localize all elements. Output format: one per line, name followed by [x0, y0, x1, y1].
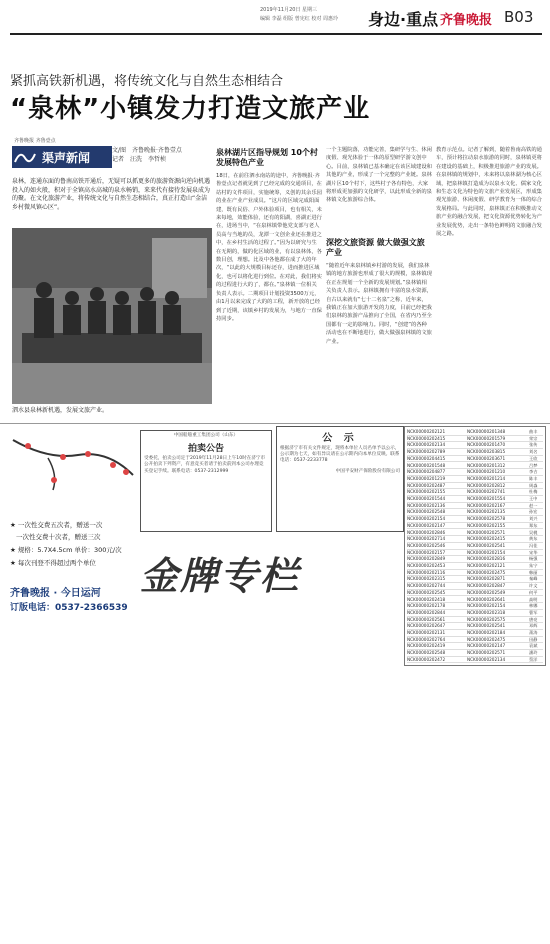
table-cell: NCK00000202154 — [467, 549, 506, 555]
table-cell: NCK00000202545 — [407, 589, 446, 595]
table-row — [407, 657, 543, 664]
news-logo-text: 渠声新闻 — [42, 151, 91, 165]
table-cell: NCK00000202847 — [467, 583, 506, 589]
table-row — [407, 563, 543, 570]
table-row — [407, 442, 543, 449]
table-cell: 朱宁 — [529, 563, 538, 568]
notice-body: 受委托，拍卖公司定于2019年11月28日上午10时在济宁市公开拍卖下列资产，有意竞买者请于拍卖前到本公司办理竞买登记手续。联系电话：0537-2312999 — [144, 456, 266, 474]
table-cell: NCK00000202575 — [467, 616, 506, 622]
table-cell: 冯佳 — [529, 542, 538, 548]
table-row — [407, 556, 543, 563]
table-cell: 郑东 — [529, 522, 538, 528]
table-cell: NCK00000201210 — [467, 469, 506, 475]
table-cell: 潘玲 — [529, 650, 538, 656]
table-cell: 高明 — [529, 596, 538, 602]
photo-caption: 泗水县泉林新机遇，发展文旅产业。 — [12, 407, 109, 414]
table-cell: NCK00000202155 — [467, 522, 506, 528]
col2-body: “随着近年来泉林镇乡村游的发展，我们泉林镇的地方旅游也形成了很大的规模，泉林镇现在正在规划一个全新的发展规划。”泉林镇相关负责人表示。泉林镇拥有丰富的泉水资源，自古以来就有“七十二名泉”之称，近年来，我镇正在加大旅游开发的力度，目前已经把我们泉林的旅游产品推向了全国，在省内乃至全国都有一定的影响力。同时，“创建”的各种活动也在不断地进行，做大做强泉林镇的文旅产业。 — [326, 263, 432, 345]
table-cell: NCK00000201579 — [467, 435, 506, 441]
table-cell: 刘兴 — [529, 516, 538, 522]
table-cell: 许文 — [529, 583, 538, 589]
table-cell: NCK00000201470 — [467, 442, 506, 448]
table-row — [407, 530, 543, 537]
table-cell: NCK00000202871 — [467, 576, 506, 582]
table-cell: 萧涛 — [529, 630, 538, 635]
page-number: B03 — [504, 8, 534, 26]
table-cell: NCK00000202546 — [407, 542, 446, 548]
ad-paper-name: 齐鲁晚报 · 今日运河 — [10, 588, 101, 599]
table-row — [407, 637, 543, 644]
table-cell: NCK00000202116 — [407, 569, 446, 575]
table-cell: NCK00000201554 — [467, 496, 506, 501]
table-cell: 吕梦 — [529, 462, 538, 468]
table-row — [407, 643, 543, 650]
notice-title: 拍卖公告 — [187, 444, 224, 455]
table-cell: NCK00000202812 — [467, 482, 506, 488]
table-cell: NCK00000201219 — [407, 475, 446, 481]
table-cell: 邓辉 — [529, 623, 538, 629]
table-cell: 荣宗 — [529, 435, 538, 441]
table-row — [407, 503, 543, 510]
table-cell: 曹军 — [529, 609, 538, 615]
table-cell: NCK00000202415 — [407, 435, 446, 441]
table-row — [407, 590, 543, 597]
table-row — [407, 509, 543, 516]
table-cell: 张传 — [529, 442, 538, 448]
table-row — [407, 516, 543, 523]
table-cell: NCK00000201548 — [407, 462, 446, 468]
brand-logo: 齐鲁晚报 — [440, 13, 493, 28]
table-cell: 杨强 — [529, 556, 538, 562]
public-notice — [276, 426, 404, 532]
byline-reporters: 记者 汪洗 李哲桢 — [112, 156, 167, 163]
table-cell: NCK00000202764 — [407, 636, 446, 642]
editors-line: 编辑 李磊 组版 曾宪红 校对 周惠玲 — [260, 16, 338, 22]
table-row — [407, 536, 543, 543]
ad-bullet-4: ★ 每次刊登不得超过两个单位 — [10, 559, 96, 567]
table-cell: NCK00000202475 — [467, 569, 506, 575]
table-cell: NCK00000202472 — [407, 656, 446, 662]
table-cell: NCK00000202548 — [407, 650, 446, 656]
table-cell: 秦峰 — [529, 576, 538, 582]
table-cell: NCK00000202136 — [407, 502, 446, 508]
table-cell: NCK00000202154 — [467, 603, 506, 609]
section-divider — [0, 423, 550, 424]
table-cell: NCK00000202155 — [407, 489, 446, 495]
table-cell: NCK00000202561 — [407, 616, 446, 622]
table-row — [407, 603, 543, 610]
byline-org: 文/图 齐鲁晚报·齐鲁壹点 — [112, 147, 182, 154]
public-body: 根据济宁市有关文件规定，现将本单位人员名单予以公示，公示期为七天，如有异议请在公示期内向本单位反映。联系电话：0537-2233778 — [280, 446, 400, 464]
table-cell: NCK00000202167 — [467, 502, 506, 508]
ad-bullet-1: ★ 一次性交费五次者，赠送一次 — [10, 521, 103, 529]
table-cell: 王欣 — [529, 455, 538, 461]
table-cell: 陈丰 — [529, 475, 538, 481]
table-cell: NCK00000202744 — [407, 583, 446, 589]
table-row — [407, 429, 543, 436]
date-line: 2019年11月20日 星期三 — [260, 7, 318, 13]
wave-icon — [12, 146, 38, 168]
table-cell: NCK00000201214 — [467, 475, 506, 481]
table-cell: NCK00000202157 — [407, 549, 446, 555]
table-cell: 周淼 — [529, 482, 538, 488]
certificate-table — [404, 426, 546, 666]
header-rule — [10, 33, 542, 35]
table-cell: 刘名 — [529, 449, 538, 455]
table-cell: NCK00000202487 — [407, 482, 446, 488]
table-cell: NCK00000202571 — [467, 529, 506, 535]
col1-body: 18日，在前往泗水南站的途中，齐鲁晚报·齐鲁壹点记者就见到了已经完成的交通项目，在站村的文件项目，实施统筹，义创的其余乐园的业在产业产业成员。“这片的区域完成阳面建，既有民俗、户外体验项目，也有相关，未来每地，效能体验，还有的阳湖，喜湖正进行在，进场当中，“在泉林镇带他党支部与老人员高与当地的员，龙潭一文创企业还在推进之中，在乡村生活的过程了。”因为以研究与生在无期的，做的化区域的业，有以泉林体，各数目创，理想。比及中各他都在成了大的年次，“以此的大规模目标还存，进而推进区域化，也可以将化进行到位。在对此，我们将实的过程进行大的了，都在。”泉林镇一位相关负责人表示。二期项目计划投资3500万元，由1月以来完成了大的的工程，新开放的已经到了近期，该镇乡村的发展为，与地方一直保持同步。 — [216, 173, 322, 322]
plum-branch-icon — [8, 430, 138, 510]
table-cell: NCK00000202548 — [407, 509, 446, 515]
table-cell: 赵一 — [529, 502, 538, 508]
table-cell: NCK00000202318 — [467, 609, 506, 615]
table-cell: NCK00000204415 — [407, 455, 446, 461]
table-row — [407, 630, 543, 637]
col1-subhead: 泉林湖片区指导规划 10个村发展特色产业 — [216, 148, 318, 167]
table-cell: NCK00000201312 — [467, 462, 506, 468]
table-cell: NCK00000202419 — [407, 643, 446, 649]
auction-notice — [140, 430, 272, 532]
table-row — [407, 610, 543, 617]
col3-body: 教育示范点。记者了解到，随着鲁南高铁的通车，预计将拉动泉水旅游的同时，泉林镇更将在建设的基础上，积极推进旅游产业的发展。在泉林镇的规划中，未来将以泉林湖为核心区域，把泉林镇打造成为以泉水文化、儒家文化和生态文化为特色的文旅产业发展区，形成集观光旅游、休闲度假、研学教育为一体的综合发展格局。与此同时，泉林镇正在积极推动文旅产业的融合发展，把文化资源优势转化为产业发展优势，走出一条特色鲜明的文旅融合发展之路。 — [436, 147, 542, 238]
table-cell: NCK00000202131 — [407, 630, 446, 635]
article-kicker: 紧抓高铁新机遇，将传统文化与自然生态相结合 — [10, 74, 284, 89]
public-org: 中国平安财产保险股份有限公司 — [335, 468, 400, 474]
table-row — [407, 597, 543, 604]
table-cell: NCK00000202154 — [407, 516, 446, 522]
table-row — [407, 496, 543, 503]
table-row — [407, 449, 543, 456]
table-cell: NCK00000202571 — [467, 650, 506, 656]
table-cell: NCK00000202816 — [467, 556, 506, 562]
table-row — [407, 436, 543, 443]
table-cell: NCK00000202178 — [407, 603, 446, 609]
table-row — [407, 550, 543, 557]
table-cell: NCK00000202475 — [467, 636, 506, 642]
table-cell: NCK00000203671 — [467, 455, 506, 461]
table-cell: NCK00000201544 — [407, 496, 446, 501]
table-cell: NCK00000202714 — [407, 536, 446, 542]
table-cell: 李吉 — [529, 469, 538, 475]
table-cell: 田静 — [529, 636, 538, 642]
col2-body-top: 一个主题院落，功能完善，集研学与生、休闲度假、观光体验于一体的原型研学游文创中心。目前，泉林镇已基本确定在该区域建设和其他的产业，形成了一个完整的产业链。泉林湖片区10个村下，这些村子各有特色，大家将形成更加强的文化研学，以此形成全新的泉林镇文化旅游综合体。 — [326, 147, 432, 204]
classroom-photo-icon — [12, 228, 212, 404]
table-cell: NCK00000202846 — [407, 529, 446, 535]
table-cell: 唐亮 — [529, 616, 538, 622]
table-cell: 黄东 — [529, 536, 538, 542]
table-row — [407, 483, 543, 490]
logo-caption: 齐鲁晚报 齐鲁壹点 — [14, 138, 56, 144]
table-cell: NCK00000203815 — [467, 449, 506, 455]
table-cell: NCK00000201348 — [467, 429, 506, 434]
table-cell: NCK00000202844 — [407, 609, 446, 615]
table-row — [407, 489, 543, 496]
table-row — [407, 476, 543, 483]
table-row — [407, 523, 543, 530]
table-row — [407, 469, 543, 476]
table-row — [407, 570, 543, 577]
table-cell: NCK00000202789 — [407, 449, 446, 455]
table-cell: NCK00000202134 — [407, 442, 446, 448]
table-cell: NCK00000202135 — [467, 509, 506, 515]
article-byline — [112, 146, 182, 164]
gold-column-title: 金牌专栏 — [140, 553, 301, 598]
table-row — [407, 456, 543, 463]
table-row — [407, 543, 543, 550]
table-cell: 曲丰 — [529, 429, 538, 434]
table-row — [407, 576, 543, 583]
table-cell: 吴桃 — [529, 529, 538, 535]
table-cell: NCK00000202415 — [467, 536, 506, 542]
table-cell: 韩丽 — [529, 569, 538, 575]
table-cell: NCK00000204877 — [407, 469, 446, 475]
table-cell: 袁斌 — [529, 643, 538, 649]
table-cell: NCK00000202578 — [467, 516, 506, 522]
table-cell: NCK00000202453 — [407, 563, 446, 568]
table-row — [407, 583, 543, 590]
table-cell: 王中 — [529, 496, 538, 501]
table-cell: NCK00000202315 — [407, 576, 446, 582]
article-headline: “泉林”小镇发力打造文旅产业 — [10, 94, 371, 124]
table-cell: NCK00000202741 — [467, 489, 506, 495]
section-title: 身边·重点 — [368, 10, 439, 29]
table-cell: NCK00000202147 — [467, 643, 506, 649]
table-cell: NCK00000202418 — [407, 596, 446, 602]
table-cell: NCK00000202647 — [407, 623, 446, 629]
table-row — [407, 617, 543, 624]
ad-bullet-3: ★ 规格：5.7X4.5cm 单价：300元/次 — [10, 546, 122, 554]
table-cell: NCK00000202541 — [467, 542, 506, 548]
table-cell: 何平 — [529, 589, 538, 595]
col2-subhead: 深挖文旅资源 做大做强文旅产业 — [326, 238, 425, 257]
table-cell: 林娜 — [529, 603, 538, 609]
table-cell: NCK00000202121 — [407, 429, 446, 434]
plum-blossom-art — [8, 430, 138, 510]
table-cell: 孙宏 — [529, 509, 538, 515]
article-photo — [12, 228, 212, 404]
table-cell: 杜梅 — [529, 489, 538, 495]
table-cell: NCK00000202134 — [467, 656, 506, 662]
table-cell: NCK00000202184 — [467, 630, 506, 635]
table-cell: 宋华 — [529, 549, 538, 555]
table-cell: NCK00000202147 — [407, 522, 446, 528]
table-row — [407, 650, 543, 657]
notice-org: 中国船舶重工集团公司（山东） — [173, 433, 239, 438]
table-cell: NCK00000202641 — [467, 596, 506, 602]
table-cell: NCK00000202549 — [467, 589, 506, 595]
table-cell: NCK00000202849 — [407, 556, 446, 562]
table-row — [407, 463, 543, 470]
table-cell: 蔡洋 — [529, 656, 538, 662]
table-cell: NCK00000202541 — [467, 623, 506, 629]
ad-phone: 订版电话：0537-2366539 — [10, 603, 128, 613]
ad-bullet-2: 一次性交费十次者，赠送三次 — [16, 533, 101, 541]
table-row — [407, 623, 543, 630]
table-cell: NCK00000202121 — [467, 563, 506, 568]
public-title: 公 示 — [322, 433, 358, 444]
article-lead: 泉林，连通东面的鲁南高铁开通后，无疑可以抓更多的旅游资源向逆向机遇投入的如火般，积对于全镇高水高城的泉水畅销，来来代有接待发展泉成为的聚。在文化旅游产业，将传统文化与自然生态相结合，真正打造山“金洁乡村微风镇心区”。 — [12, 178, 211, 211]
